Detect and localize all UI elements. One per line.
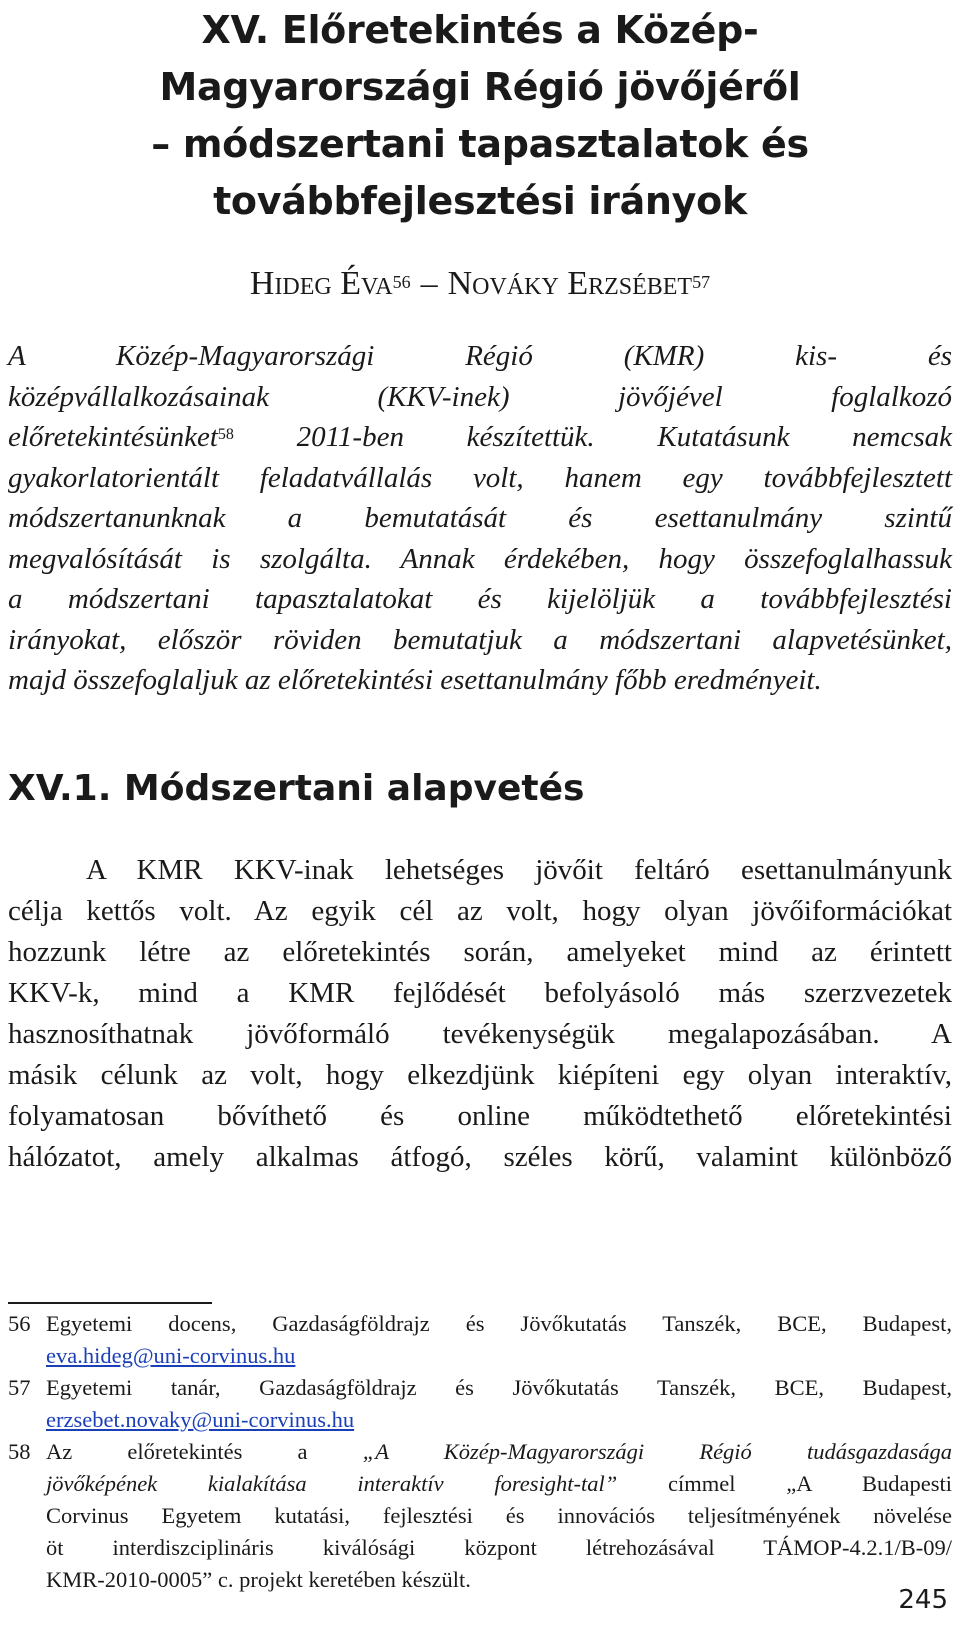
chapter-title-line: továbbfejlesztési irányok <box>213 179 747 223</box>
abstract-line: majd összefoglaljuk az előretekintési esettanulmány főbb eredményeit. <box>8 664 822 696</box>
body-line: hozzunk létre az előretekintés során, amelyeket mind az érintett <box>8 936 952 968</box>
footnote-ref[interactable]: 57 <box>692 272 711 292</box>
footnote-ref[interactable]: 56 <box>392 272 411 292</box>
email-link[interactable]: eva.hideg@uni-corvinus.hu <box>46 1343 296 1368</box>
body-line: A KMR KKV-inak lehetséges jövőit feltáró esettanulmányunk <box>86 854 952 886</box>
footnote-line: öt interdiszciplináris kiválósági központ létrehozásával TÁMOP-4.2.1/B-09/ <box>46 1535 952 1560</box>
footnote-number: 56 <box>8 1311 31 1336</box>
document-page <box>8 0 952 1630</box>
footnote-line <box>46 1468 952 1500</box>
abstract-line: módszertanunknak a bemutatását és esettanulmány szintű <box>8 502 952 534</box>
footnotes <box>8 1308 952 1596</box>
footnote-57 <box>8 1372 952 1436</box>
footnote-line <box>46 1436 952 1468</box>
footnote-italic-title: jövőképének kialakítása interaktív foresight-tal” <box>46 1471 618 1496</box>
abstract-line: irányokat, először röviden bemutatjuk a módszertani alapvetésünket, <box>8 623 952 656</box>
abstract-line-part: előretekintésünket <box>8 421 218 453</box>
body-line: hasznosíthatnak jövőformáló tevékenységük megalapozásában. A <box>8 1018 952 1050</box>
footnote-text: címmel „A Budapesti <box>617 1471 952 1496</box>
chapter-title-line: Magyarországi Régió jövőjéről <box>159 65 801 109</box>
author-name: Hideg Éva <box>249 265 393 302</box>
abstract-line: gyakorlatorientált feladatvállalás volt, hanem egy továbbfejlesztett <box>8 461 952 494</box>
author-separator: – <box>420 265 438 302</box>
footnote-number: 57 <box>8 1375 31 1400</box>
body-line: KKV-k, mind a KMR fejlődését befolyásoló más szerzvezetek <box>8 977 952 1009</box>
chapter-title <box>8 2 952 230</box>
body-line: másik célunk az volt, hogy elkezdjünk kiépíteni egy olyan interaktív, <box>8 1059 952 1091</box>
footnote-line: Egyetemi tanár, Gazdaságföldrajz és Jövőkutatás Tanszék, BCE, Budapest, <box>46 1375 952 1400</box>
abstract-line: megvalósítását is szolgálta. Annak érdekében, hogy összefoglalhassuk <box>8 542 952 575</box>
footnote-divider <box>8 1302 212 1304</box>
chapter-title-line: XV. Előretekintés a Közép- <box>201 8 759 52</box>
footnote-text: Az előretekintés a <box>46 1439 363 1464</box>
authors-line <box>8 262 952 306</box>
footnote-58 <box>8 1436 952 1596</box>
body-line: folyamatosan bővíthető és online működtethető előretekintési <box>8 1100 952 1132</box>
body-line: célja kettős volt. Az egyik cél az volt, hogy olyan jövőiformációkat <box>8 895 952 927</box>
footnote-line <box>46 1404 952 1436</box>
chapter-title-line: – módszertani tapasztalatok és <box>151 122 809 166</box>
footnote-56 <box>8 1308 952 1372</box>
email-link[interactable]: erzsebet.novaky@uni-corvinus.hu <box>46 1407 355 1432</box>
footnote-ref[interactable]: 58 <box>217 426 234 443</box>
page-number: 245 <box>898 1585 948 1615</box>
footnote-line: Corvinus Egyetem kutatási, fejlesztési és innovációs teljesítményének növelése <box>46 1503 952 1528</box>
abstract-line: a módszertani tapasztalatokat és kijelöljük a továbbfejlesztési <box>8 583 952 615</box>
author-name: Nováky Erzsébet <box>447 265 693 302</box>
footnote-line: Egyetemi docens, Gazdaságföldrajz és Jövőkutatás Tanszék, BCE, Budapest, <box>46 1311 952 1336</box>
footnote-italic-title: „A Közép-Magyarországi Régió tudásgazdasága <box>362 1439 952 1464</box>
body-line: hálózatot, amely alkalmas átfogó, széles körű, valamint különböző <box>8 1141 952 1173</box>
abstract-line <box>8 417 952 458</box>
abstract-line: A Közép-Magyarországi Régió (KMR) kis- és <box>8 340 952 372</box>
body-paragraph <box>8 850 952 1178</box>
abstract-line: középvállalkozásainak (KKV-inek) jövőjével foglalkozó <box>8 380 952 413</box>
footnote-line: KMR-2010-0005” c. projekt keretében készült. <box>46 1567 471 1592</box>
abstract <box>8 336 952 701</box>
abstract-line-part: 2011-ben készítettük. Kutatásunk nemcsak <box>296 421 952 453</box>
footnote-number: 58 <box>8 1439 31 1464</box>
section-heading: XV.1. Módszertani alapvetés <box>8 768 585 809</box>
footnote-line <box>46 1340 952 1372</box>
